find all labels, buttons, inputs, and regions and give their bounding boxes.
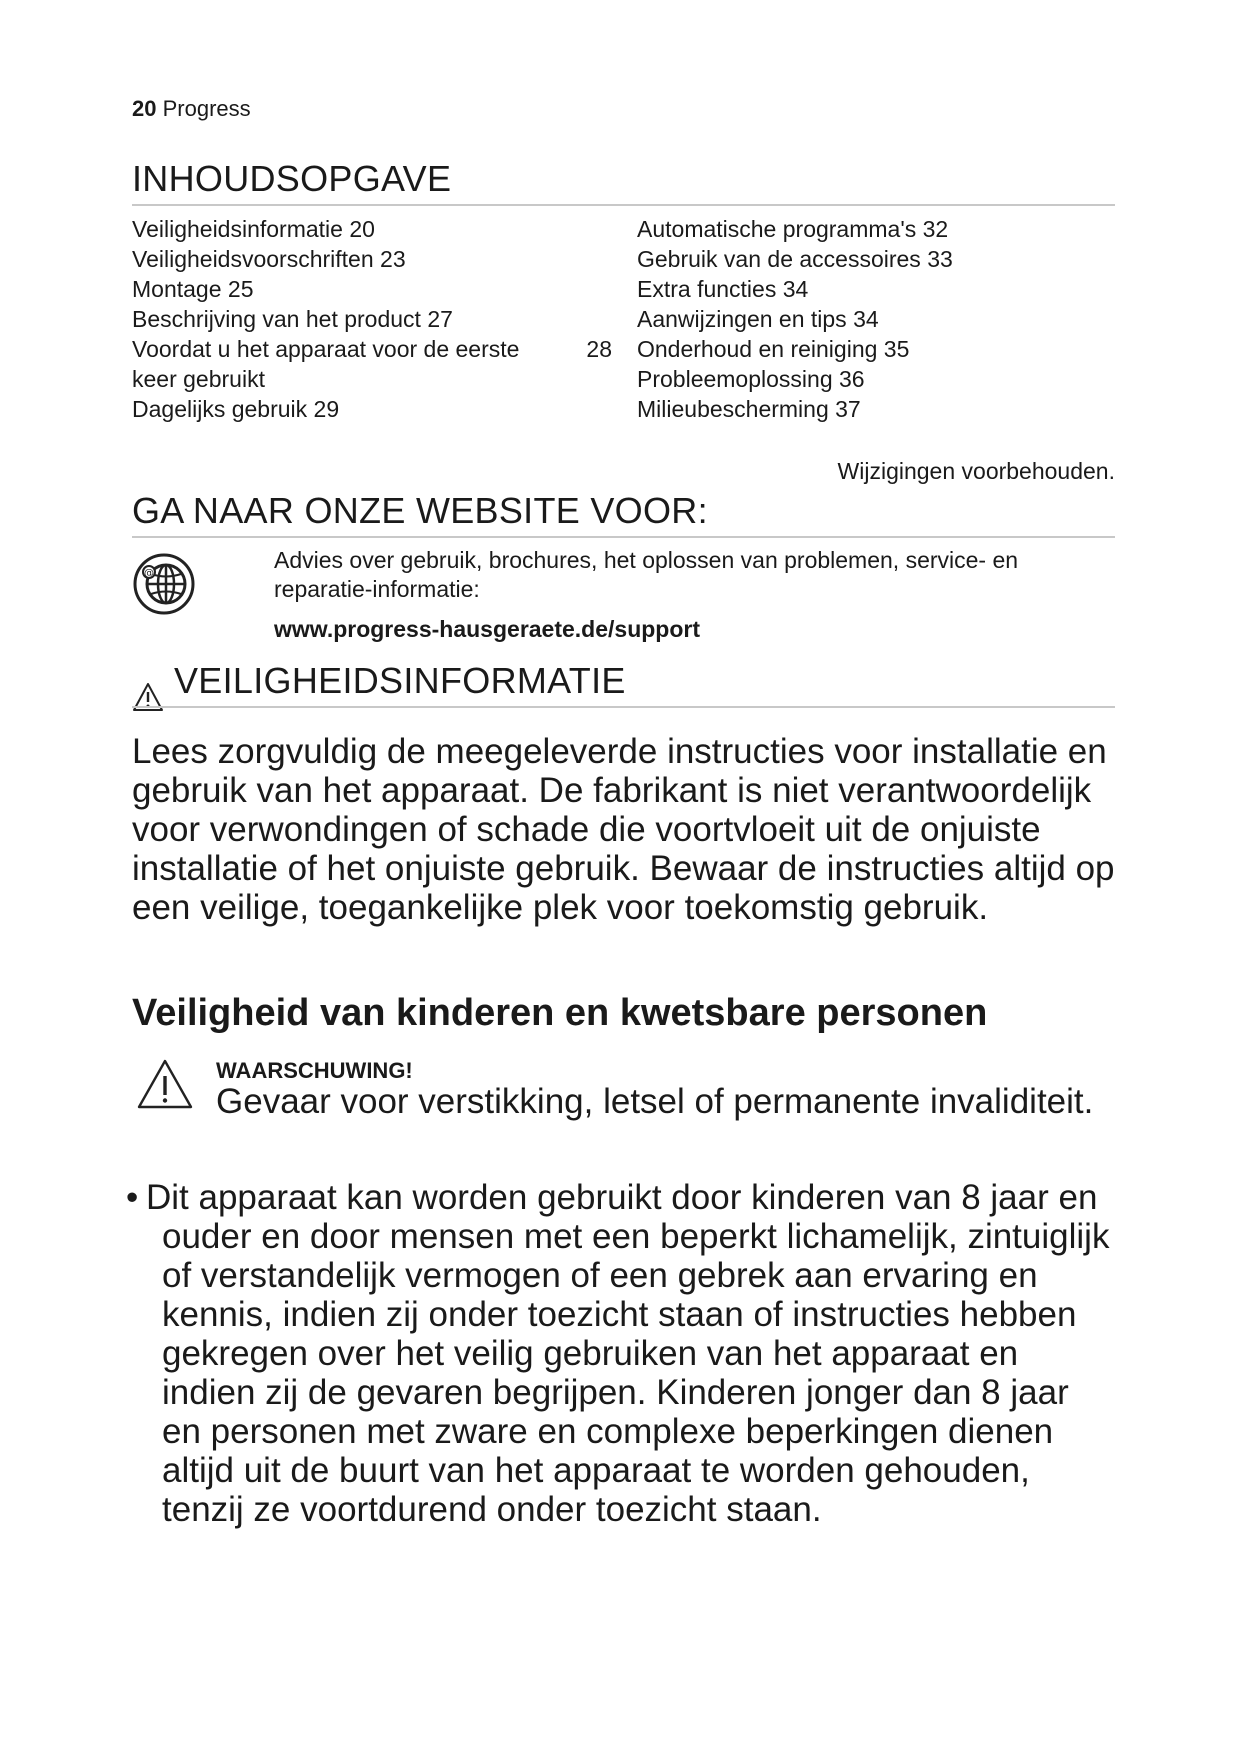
changes-note: Wijzigingen voorbehouden.	[837, 458, 1115, 484]
toc-item[interactable]: Veiligheidsvoorschriften 23	[132, 246, 406, 272]
list-item	[126, 1178, 1116, 1529]
brand-name: Progress	[162, 96, 251, 121]
safety-intro: Lees zorgvuldig de meegeleverde instructies voor installatie en gebruik van het apparaat. De fabrikant is niet verantwoordelijk voor verwondingen of schade die voortvloeit uit de onjuiste installatie of het onjuiste gebruik. Bewaar de instructies altijd op een veilige, toegankelijke plek voor toekomstig gebruik.	[132, 732, 1115, 927]
website-title: GA NAAR ONZE WEBSITE VOOR:	[132, 490, 1115, 538]
bullet-text: Dit apparaat kan worden gebruikt door kinderen van 8 jaar en ouder en door mensen met een beperkt lichamelijk, zintuiglijk of verstandelijk vermogen of een gebrek aan ervaring en kennis, indien zij onder toezicht staan of instructies hebben gekregen over het veilig gebruiken van het apparaat en indien zij de gevaren begrijpen. Kinderen jonger dan 8 jaar en personen met zware en complexe beperkingen dienen altijd uit de buurt van het apparaat te worden gehouden, tenzij ze voortdurend onder toezicht staan.	[146, 1178, 1110, 1529]
children-safety-heading: Veiligheid van kinderen en kwetsbare personen	[132, 992, 988, 1034]
toc-item[interactable]: Automatische programma's 32	[637, 216, 949, 242]
toc-item[interactable]: Montage 25	[132, 276, 254, 302]
page-header	[132, 96, 251, 122]
toc-item[interactable]: Veiligheidsinformatie 20	[132, 216, 375, 242]
toc-right-column	[637, 214, 1107, 424]
toc-item[interactable]: Voordat u het apparaat voor de eerste keer gebruikt 28	[132, 336, 612, 392]
toc-item[interactable]: Milieubescherming 37	[637, 396, 861, 422]
svg-text:@: @	[144, 568, 154, 579]
toc-item[interactable]: Beschrijving van het product 27	[132, 306, 453, 332]
warning-label: WAARSCHUWING!	[216, 1058, 413, 1083]
toc-item[interactable]: Onderhoud en reiniging 35	[637, 336, 910, 362]
warning-triangle-icon	[136, 1058, 194, 1110]
globe-icon	[132, 552, 196, 616]
toc-title: INHOUDSOPGAVE	[132, 158, 1115, 206]
toc-item[interactable]: Dagelijks gebruik 29	[132, 396, 340, 422]
warning-text: Gevaar voor verstikking, letsel of permanente invaliditeit.	[216, 1082, 1094, 1121]
website-description: Advies over gebruik, brochures, het oplossen van problemen, service- en reparatie-informatie:	[274, 547, 1019, 602]
toc-item[interactable]: Gebruik van de accessoires 33	[637, 246, 953, 272]
toc-left-column	[132, 214, 612, 424]
page-number: 20	[132, 96, 157, 121]
safety-title: VEILIGHEIDSINFORMATIE	[132, 660, 1115, 708]
toc-item[interactable]: Aanwijzingen en tips 34	[637, 306, 879, 332]
toc-item[interactable]: Probleemoplossing 36	[637, 366, 865, 392]
toc-item[interactable]: Extra functies 34	[637, 276, 809, 302]
bullet-icon: •	[126, 1178, 139, 1217]
support-link[interactable]: www.progress-hausgeraete.de/support	[274, 616, 701, 642]
